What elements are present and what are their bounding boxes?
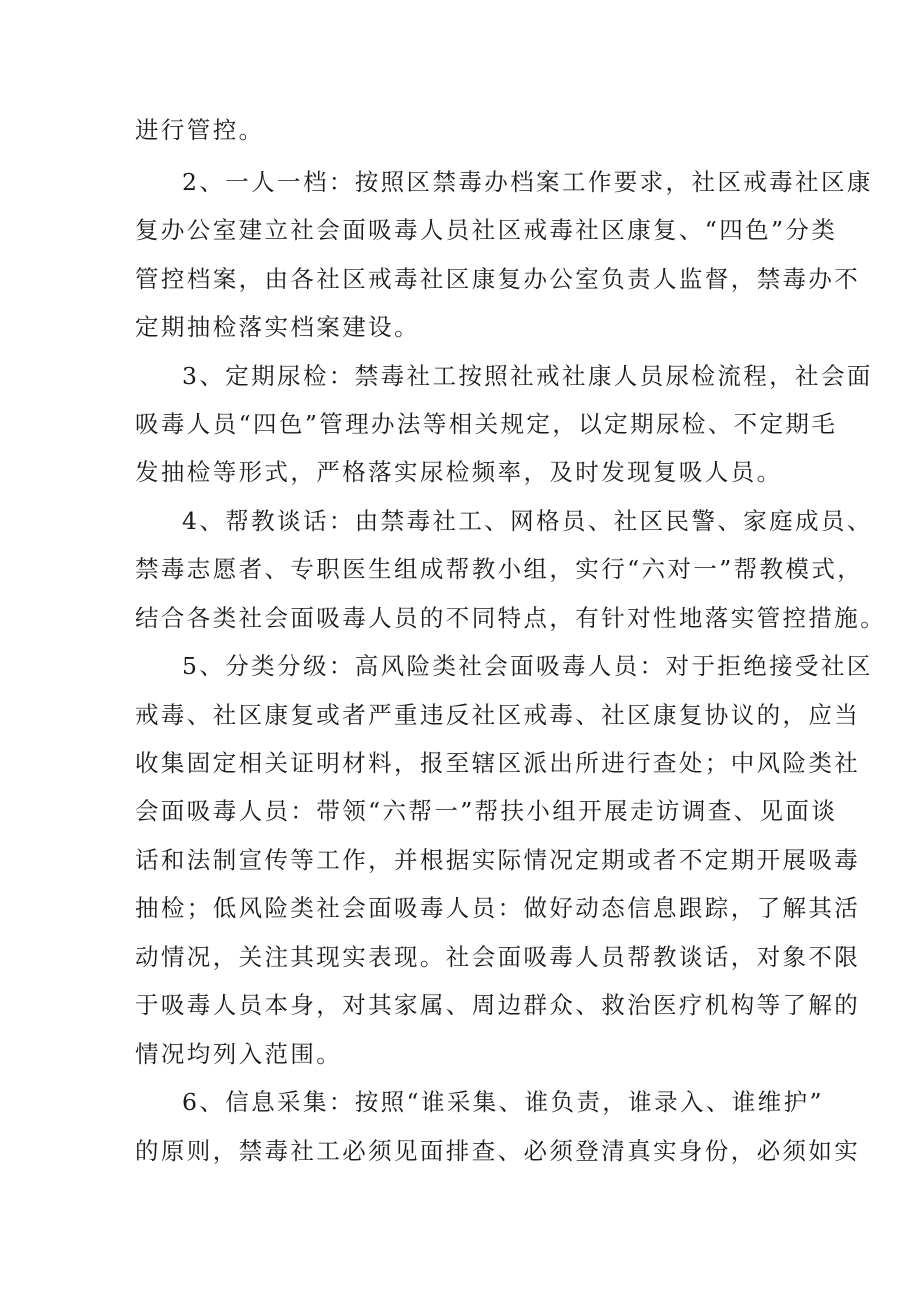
text-line: 进行管控。: [135, 116, 265, 144]
paragraph-4-heading-line: 4、帮教谈话：由禁毒社工、网格员、社区民警、家庭成员、: [182, 507, 873, 535]
text-line: 结合各类社会面吸毒人员的不同特点，有针对性地落实管控措施。: [135, 604, 887, 632]
text-line: 吸毒人员“四色”管理办法等相关规定，以定期尿检、不定期毛: [135, 410, 838, 438]
text-line: 会面吸毒人员：带领“六帮一”帮扶小组开展走访调查、见面谈: [135, 797, 838, 825]
text-line: 收集固定相关证明材料，报至辖区派出所进行查处；中风险类社: [135, 749, 861, 777]
text-line: 管控档案，由各社区戒毒社区康复办公室负责人监督，禁毒办不: [135, 265, 861, 293]
paragraph-5-heading-line: 5、分类分级：高风险类社会面吸毒人员：对于拒绝接受社区: [182, 652, 873, 680]
text-line: 情况均列入范围。: [135, 1040, 343, 1068]
text-line: 话和法制宣传等工作，并根据实际情况定期或者不定期开展吸毒: [135, 846, 861, 874]
text-line: 抽检；低风险类社会面吸毒人员：做好动态信息跟踪，了解其活: [135, 894, 861, 922]
text-line: 定期抽检落实档案建设。: [135, 313, 420, 341]
paragraph-3-heading-line: 3、定期尿检：禁毒社工按照社戒社康人员尿检流程，社会面: [182, 362, 873, 390]
text-line: 发抽检等形式，严格落实尿检频率，及时发现复吸人员。: [135, 458, 783, 486]
text-line: 戒毒、社区康复或者严重违反社区戒毒、社区康复协议的，应当: [135, 701, 861, 729]
paragraph-2-heading-line: 2、一人一档：按照区禁毒办档案工作要求，社区戒毒社区康: [182, 168, 873, 196]
text-line: 复办公室建立社会面吸毒人员社区戒毒社区康复、“四色”分类: [135, 216, 838, 244]
text-line: 动情况，关注其现实表现。社会面吸毒人员帮教谈话，对象不限: [135, 943, 861, 971]
text-line: 禁毒志愿者、专职医生组成帮教小组，实行“六对一”帮教模式，: [135, 555, 864, 583]
text-line: 的原则，禁毒社工必须见面排查、必须登清真实身份，必须如实: [135, 1137, 861, 1165]
paragraph-6-heading-line: 6、信息采集：按照“谁采集、谁负责，谁录入、谁维护”: [182, 1088, 824, 1116]
text-line: 于吸毒人员本身，对其家属、周边群众、救治医疗机构等了解的: [135, 991, 861, 1019]
